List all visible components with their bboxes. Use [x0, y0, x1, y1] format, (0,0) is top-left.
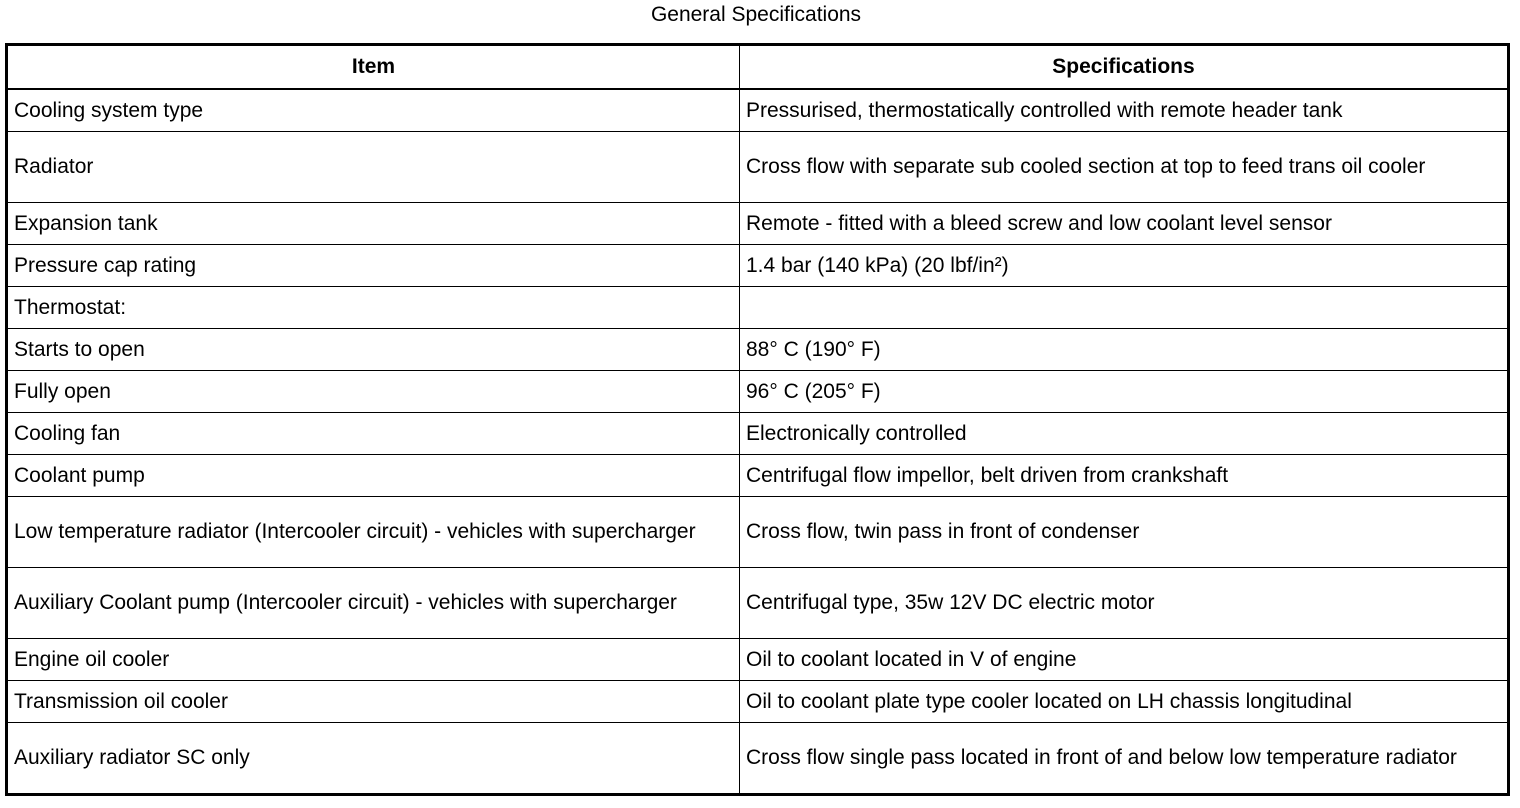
spec-cell: Electronically controlled: [740, 413, 1509, 455]
item-cell: Transmission oil cooler: [7, 681, 740, 723]
table-row: [7, 723, 1509, 795]
spec-cell: Pressurised, thermostatically controlled with remote header tank: [740, 89, 1509, 132]
item-cell: Fully open: [7, 371, 740, 413]
item-cell: Low temperature radiator (Intercooler circuit) - vehicles with supercharger: [7, 497, 740, 568]
spec-cell: Cross flow, twin pass in front of condenser: [740, 497, 1509, 568]
table-row: [7, 89, 1509, 132]
table-row: [7, 455, 1509, 497]
spec-cell: Cross flow single pass located in front of and below low temperature radiator: [740, 723, 1509, 795]
item-cell: Cooling fan: [7, 413, 740, 455]
table-row: [7, 371, 1509, 413]
table-row: [7, 329, 1509, 371]
table-row: [7, 413, 1509, 455]
table-row: [7, 497, 1509, 568]
table-row: [7, 245, 1509, 287]
item-cell: Cooling system type: [7, 89, 740, 132]
item-cell: Pressure cap rating: [7, 245, 740, 287]
spec-cell: Centrifugal flow impellor, belt driven from crankshaft: [740, 455, 1509, 497]
specifications-table: [5, 43, 1510, 796]
item-cell: Engine oil cooler: [7, 639, 740, 681]
spec-cell: Oil to coolant located in V of engine: [740, 639, 1509, 681]
spec-cell: 96° C (205° F): [740, 371, 1509, 413]
item-cell: Auxiliary Coolant pump (Intercooler circuit) - vehicles with supercharger: [7, 568, 740, 639]
table-row: [7, 203, 1509, 245]
spec-cell: Oil to coolant plate type cooler located on LH chassis longitudinal: [740, 681, 1509, 723]
page-title: General Specifications: [650, 3, 862, 26]
item-cell: Coolant pump: [7, 455, 740, 497]
item-cell: Radiator: [7, 132, 740, 203]
item-column-header: Item: [7, 45, 740, 90]
spec-cell: [740, 287, 1509, 329]
item-cell: Thermostat:: [7, 287, 740, 329]
spec-cell: Cross flow with separate sub cooled section at top to feed trans oil cooler: [740, 132, 1509, 203]
table-row: [7, 132, 1509, 203]
header-row: [7, 45, 1509, 90]
spec-cell: Remote - fitted with a bleed screw and low coolant level sensor: [740, 203, 1509, 245]
item-cell: Starts to open: [7, 329, 740, 371]
spec-cell: Centrifugal type, 35w 12V DC electric motor: [740, 568, 1509, 639]
table-row: [7, 681, 1509, 723]
item-cell: Auxiliary radiator SC only: [7, 723, 740, 795]
spec-cell: 88° C (190° F): [740, 329, 1509, 371]
item-cell: Expansion tank: [7, 203, 740, 245]
specifications-column-header: Specifications: [740, 45, 1509, 90]
spec-cell: 1.4 bar (140 kPa) (20 lbf/in²): [740, 245, 1509, 287]
table-row: [7, 568, 1509, 639]
table-row: [7, 639, 1509, 681]
table-row: [7, 287, 1509, 329]
